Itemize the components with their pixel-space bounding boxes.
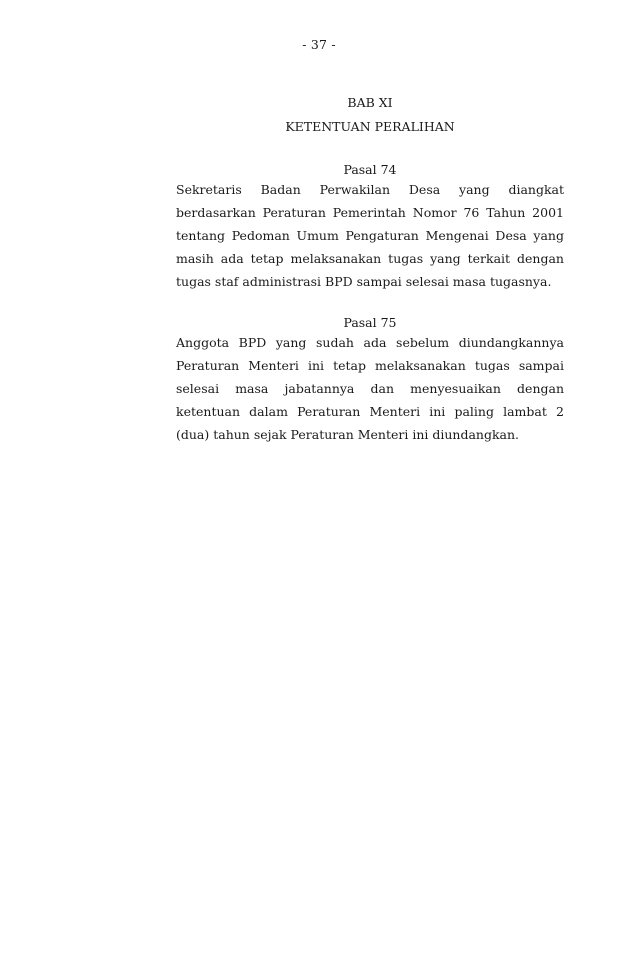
article-74-heading: Pasal 74 <box>343 162 397 177</box>
chapter-title: KETENTUAN PERALIHAN <box>285 119 455 134</box>
article-74-body: Sekretaris Badan Perwakilan Desa yang diangkat berdasarkan Peraturan Pemerintah Nomor 76 Tahun 2001 tentang Pedoman Umum Pengaturan Mengenai Desa yang masih ada tetap melaksanakan tugas yang terkait dengan tugas staf administrasi BPD sampai selesai masa tugasnya. <box>176 182 564 289</box>
article-75-heading: Pasal 75 <box>343 315 397 330</box>
article-75-body: Anggota BPD yang sudah ada sebelum diundangkannya Peraturan Menteri ini tetap melaksanakan tugas sampai selesai masa jabatannya dan menyesuaikan dengan ketentuan dalam Peraturan Menteri ini paling lambat 2 (dua) tahun sejak Peraturan Menteri ini diundangkan. <box>176 335 564 442</box>
page-number: - 37 - <box>302 37 336 52</box>
chapter-number: BAB XI <box>347 95 393 110</box>
